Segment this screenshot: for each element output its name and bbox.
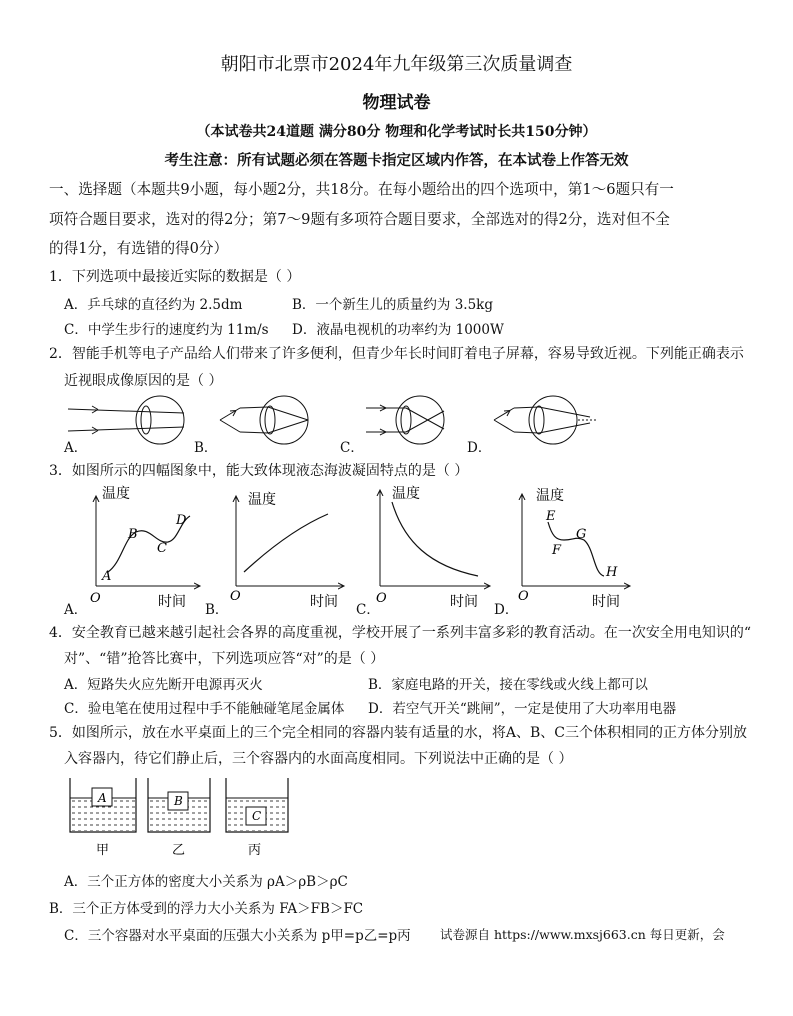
graph-c-ylabel: 温度 (392, 486, 420, 502)
q5-stem-line2: 入容器内，待它们静止后，三个容器内的水面高度相同。下列说法中正确的是（ ） (64, 751, 573, 767)
q5-containers (0, 774, 793, 864)
exam-info: （本试卷共24道题 满分80分 物理和化学考试时长共150分钟） (196, 124, 597, 140)
source-note: 试卷源自 https://www.mxsj663.cn 每日更新，会 (440, 927, 725, 942)
q5-option-b: B．三个正方体受到的浮力大小关系为 FA＞FB＞FC (49, 901, 364, 917)
eye-diagram-d (494, 396, 596, 444)
graph-a-point-c: C (157, 541, 167, 556)
container-jia-caption: 甲 (96, 843, 110, 858)
graph-d-point-g: G (576, 527, 587, 542)
q2-eye-diagrams (0, 395, 793, 455)
q4-option-a: A．短路失火应先断开电源再灭火 (64, 677, 263, 693)
q2-option-b: B． (194, 440, 218, 456)
subject-title: 物理试卷 (362, 93, 431, 113)
eye-diagram-b (220, 396, 308, 444)
q3-graphs (0, 482, 793, 612)
graph-b (236, 496, 344, 586)
graph-a-xlabel: 时间 (158, 594, 186, 610)
exam-title: 朝阳市北票市2024年九年级第三次质量调查 (220, 54, 573, 75)
graph-c (380, 490, 490, 586)
q5-stem-line1: 5．如图所示，放在水平桌面上的三个完全相同的容器内装有适量的水，将A、B、C三个体积相同的正方体分别放 (49, 725, 748, 741)
q4-stem-line2: 对”、“错”抢答比赛中，下列选项应答“对”的是（ ） (64, 651, 385, 667)
q3-option-a: A． (64, 602, 88, 618)
exam-notice: 考生注意：所有试题必须在答题卡指定区域内作答，在本试卷上作答无效 (164, 152, 629, 169)
q3-option-b: B． (205, 602, 229, 618)
box-b-label: B (174, 794, 183, 808)
graph-a-point-d: D (176, 513, 187, 528)
q4-option-b: B．家庭电路的开关，接在零线或火线上都可以 (368, 677, 648, 693)
container-jia (70, 778, 136, 832)
graph-d-xlabel: 时间 (592, 594, 620, 610)
q5-option-a: A．三个正方体的密度大小关系为 ρA＞ρB＞ρC (64, 874, 348, 890)
q3-stem: 3．如图所示的四幅图象中，能大致体现液态海波凝固特点的是（ ） (49, 463, 469, 479)
q3-option-d: D． (494, 602, 519, 618)
graph-d-point-e: E (546, 509, 556, 524)
graph-a (96, 496, 200, 586)
graph-a-point-a: A (102, 569, 112, 584)
q2-stem-line1: 2．智能手机等电子产品给人们带来了许多便利，但青少年长时间盯着电子屏幕，容易导致近视。下列能正确表示 (49, 346, 744, 362)
q1-option-c: C．中学生步行的速度约为 11m/s (64, 322, 269, 338)
graph-a-origin: O (90, 591, 101, 606)
q2-option-c: C． (340, 440, 364, 456)
graph-d-origin: O (518, 589, 529, 604)
q2-option-d: D． (467, 440, 492, 456)
q5-option-c: C．三个容器对水平桌面的压强大小关系为 p甲=p乙=p丙 (64, 928, 411, 944)
graph-d-ylabel: 温度 (536, 488, 564, 504)
q1-option-a: A．乒乓球的直径约为 2.5dm (64, 297, 243, 313)
section-instruction-line2: 项符合题目要求，选对的得2分；第7～9题有多项符合题目要求，全部选对的得2分，选对但不全 (49, 211, 670, 228)
q2-option-a: A． (64, 440, 88, 456)
q1-option-b: B．一个新生儿的质量约为 3.5kg (292, 297, 494, 313)
graph-a-ylabel: 温度 (102, 486, 130, 502)
q4-stem-line1: 4．安全教育已越来越引起社会各界的高度重视，学校开展了一系列丰富多彩的教育活动。在一次安全用电知识的“ (49, 625, 752, 641)
graph-c-origin: O (376, 591, 387, 606)
box-a-label: A (98, 791, 107, 805)
container-yi-caption: 乙 (172, 843, 186, 858)
graph-b-xlabel: 时间 (310, 594, 338, 610)
box-c-label: C (252, 809, 262, 823)
graph-b-ylabel: 温度 (248, 492, 276, 508)
eye-diagram-c (366, 396, 444, 444)
graph-d-point-f: F (552, 543, 562, 558)
container-bing-caption: 丙 (248, 843, 262, 858)
section-instruction-line1: 一、选择题（本题共9小题，每小题2分，共18分。在每小题给出的四个选项中，第1～6题只有一 (49, 181, 674, 198)
graph-d-point-h: H (606, 565, 618, 580)
q1-stem: 1．下列选项中最接近实际的数据是（ ） (49, 269, 301, 285)
q3-option-c: C． (356, 602, 380, 618)
q4-option-d: D．若空气开关“跳闸”，一定是使用了大功率用电器 (368, 701, 677, 717)
section-instruction-line3: 的得1分，有选错的得0分） (49, 240, 229, 257)
container-bing (226, 778, 288, 832)
q1-option-d: D．液晶电视机的功率约为 1000W (292, 322, 504, 338)
graph-a-point-b: B (128, 527, 138, 542)
q2-stem-line2: 近视眼成像原因的是（ ） (64, 373, 223, 389)
q4-option-c: C．验电笔在使用过程中手不能触碰笔尾金属体 (64, 701, 345, 717)
graph-c-xlabel: 时间 (450, 594, 478, 610)
graph-b-origin: O (230, 589, 241, 604)
